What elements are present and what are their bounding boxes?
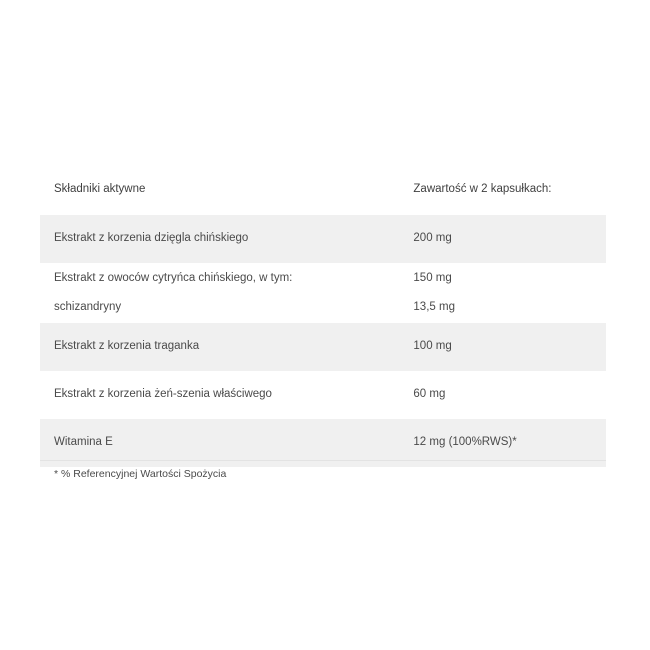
cell-ingredient-line-2: schizandryny [54, 300, 122, 313]
table-footnote: * % Referencyjnej Wartości Spożycia [54, 468, 227, 480]
cell-amount-line-2: 13,5 mg [413, 300, 455, 313]
table-row [40, 371, 606, 419]
cell-ingredient: Witamina E [40, 419, 399, 467]
cell-ingredient [40, 263, 399, 323]
cell-ingredient: Ekstrakt z korzenia żeń-szenia właściwego [40, 371, 399, 419]
cell-amount: 100 mg [399, 323, 606, 371]
cell-amount: 200 mg [399, 215, 606, 263]
nutrition-table [40, 165, 606, 467]
table-body [40, 215, 606, 467]
table-header-row [40, 165, 606, 215]
cell-ingredient: Ekstrakt z korzenia tragankа [40, 323, 399, 371]
table-row [40, 263, 606, 323]
table-header [40, 165, 606, 215]
header-ingredient: Składniki aktywne [40, 165, 399, 215]
cell-amount [399, 263, 606, 323]
table-row [40, 215, 606, 263]
header-amount: Zawartość w 2 kapsułkach: [399, 165, 606, 215]
cell-amount: 12 mg (100%RWS)* [399, 419, 606, 467]
cell-amount: 60 mg [399, 371, 606, 419]
cell-amount-line-1: 150 mg [413, 272, 452, 285]
cell-ingredient: Ekstrakt z korzenia dzięgla chińskiego [40, 215, 399, 263]
table-bottom-rule [40, 460, 606, 461]
cell-ingredient-line-1: Ekstrakt z owoców cytryńca chińskiego, w tym: [54, 272, 293, 285]
table-row [40, 323, 606, 371]
nutrition-table-container [40, 165, 606, 467]
